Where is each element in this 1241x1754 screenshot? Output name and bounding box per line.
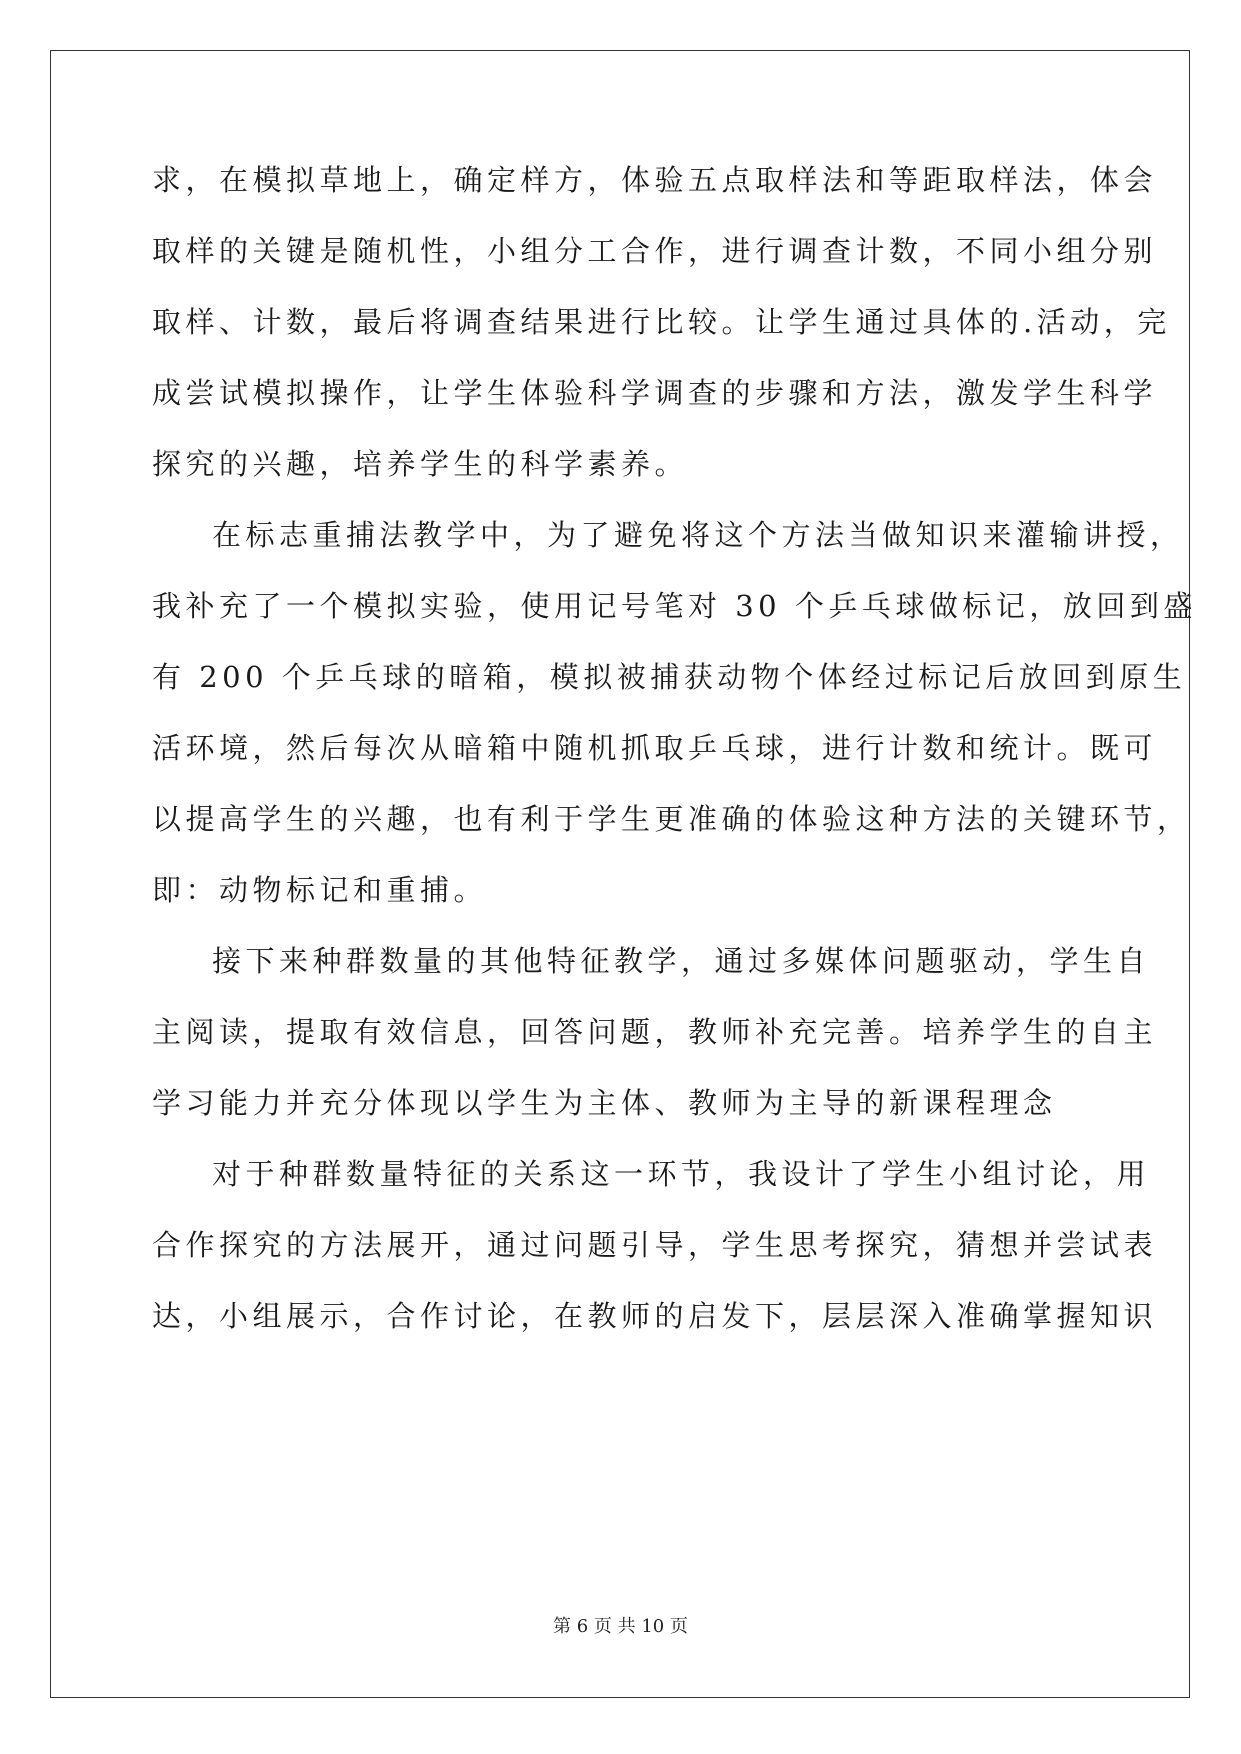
text-line: 取样、计数，最后将调查结果进行比较。让学生通过具体的.活动，完 (152, 305, 1171, 339)
text-line: 成尝试模拟操作，让学生体验科学调查的步骤和方法，激发学生科学 (152, 376, 1158, 410)
text-line: 合作探究的方法展开，通过问题引导，学生思考探究，猜想并尝试表 (152, 1228, 1158, 1262)
text-line: 以提高学生的兴趣，也有利于学生更准确的体验这种方法的关键环节， (152, 802, 1191, 836)
text-line: 主阅读，提取有效信息，回答问题，教师补充完善。培养学生的自主 (152, 1015, 1158, 1049)
text-line: 学习能力并充分体现以学生为主体、教师为主导的新课程理念 (152, 1086, 1057, 1120)
text-line: 取样的关键是随机性，小组分工合作，进行调查计数，不同小组分别 (152, 234, 1158, 268)
paragraph-first-line: 接下来种群数量的其他特征教学，通过多媒体问题驱动，学生自 (212, 944, 1151, 978)
text-line: 达，小组展示，合作讨论，在教师的启发下，层层深入准确掌握知识 (152, 1299, 1158, 1333)
page-number-footer: 第 6 页 共 10 页 (553, 1616, 688, 1637)
text-line: 活环境，然后每次从暗箱中随机抓取乒乓球，进行计数和统计。既可 (152, 731, 1158, 765)
text-line: 即：动物标记和重捕。 (152, 873, 488, 907)
text-line: 探究的兴趣，培养学生的科学素养。 (152, 447, 689, 481)
paragraph-first-line: 对于种群数量特征的关系这一环节，我设计了学生小组讨论，用 (212, 1157, 1151, 1191)
text-line: 有 200 个乒乓球的暗箱，模拟被捕获动物个体经过标记后放回到原生 (152, 660, 1187, 694)
paragraph-first-line: 在标志重捕法教学中，为了避免将这个方法当做知识来灌输讲授， (212, 518, 1184, 552)
text-line: 我补充了一个模拟实验，使用记号笔对 30 个乒乓球做标记，放回到盛 (152, 589, 1197, 623)
text-line: 求，在模拟草地上，确定样方，体验五点取样法和等距取样法，体会 (152, 163, 1158, 197)
